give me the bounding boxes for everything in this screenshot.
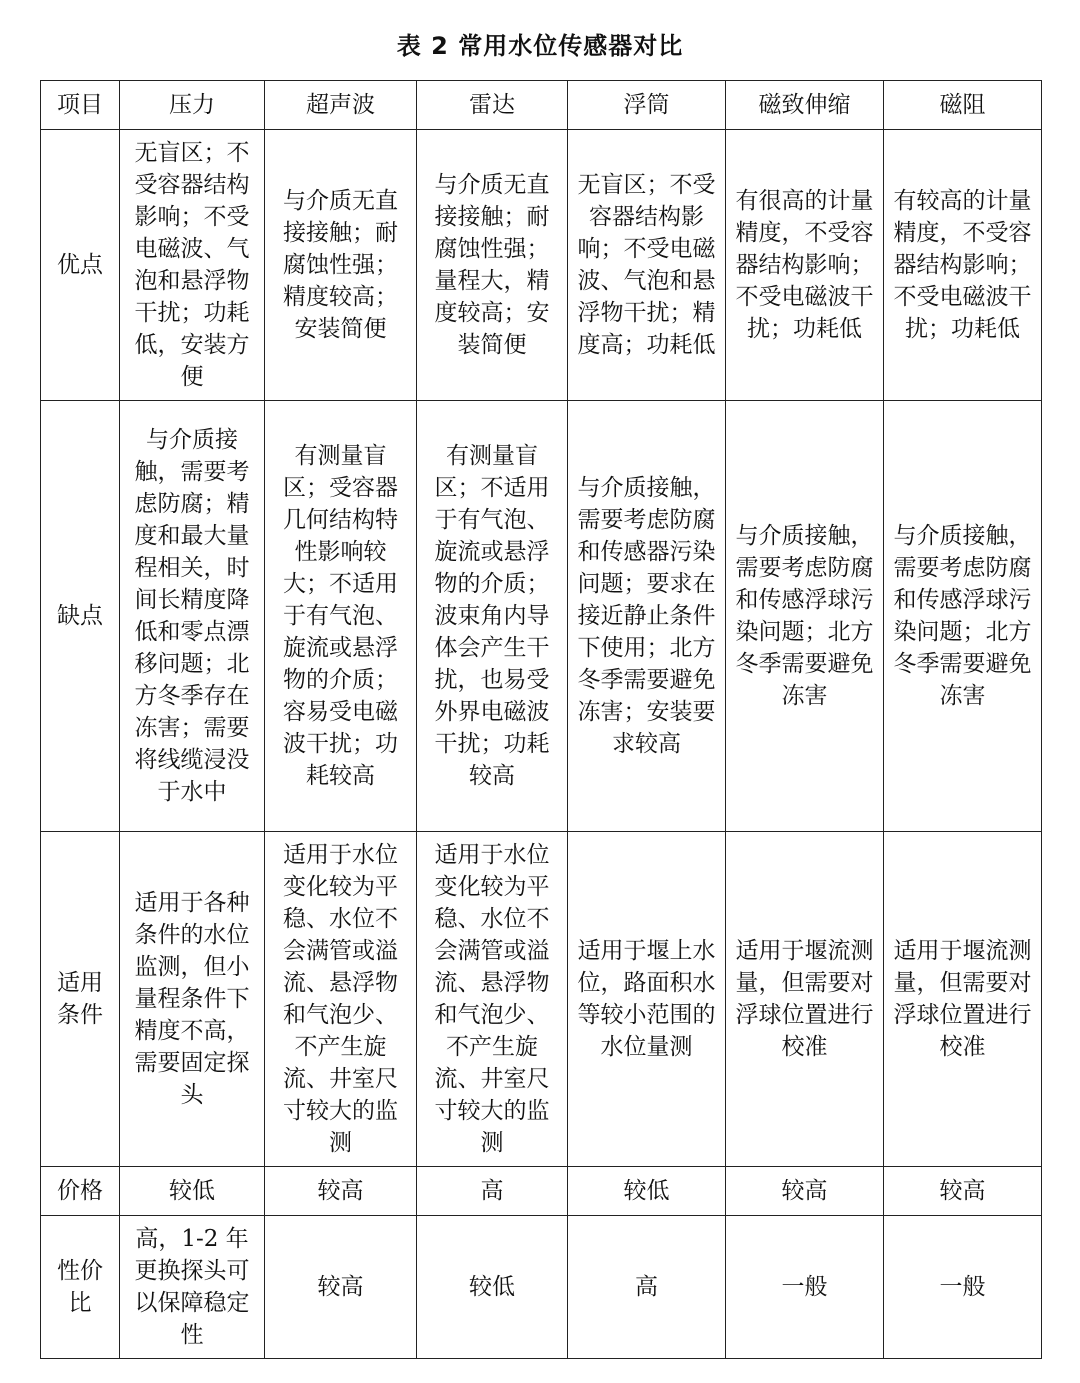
table-cell: 适用于水位变化较为平稳、水位不会满管或溢流、悬浮物和气泡少、不产生旋流、井室尺寸较大的监测 (265, 832, 417, 1167)
column-header-radar: 雷达 (417, 81, 568, 130)
table-row (41, 401, 1042, 832)
table-cell: 有测量盲区；受容器几何结构特性影响较大；不适用于有气泡、旋流或悬浮物的介质；容易受电磁波干扰；功耗较高 (265, 401, 417, 832)
column-header-ultrasonic: 超声波 (265, 81, 417, 130)
table-cell: 适用于堰流测量，但需要对浮球位置进行校准 (726, 832, 884, 1167)
table-cell: 较高 (265, 1216, 417, 1359)
table-cell: 较高 (726, 1167, 884, 1216)
sensor-comparison-table (40, 80, 1042, 1359)
table-cell: 无盲区；不受容器结构影响；不受电磁波、气泡和悬浮物干扰；精度高；功耗低 (568, 130, 726, 401)
table-cell: 高 (568, 1216, 726, 1359)
table-cell: 有较高的计量精度，不受容器结构影响；不受电磁波干扰；功耗低 (884, 130, 1042, 401)
column-header-magnetoresistive: 磁阻 (884, 81, 1042, 130)
header-row (41, 81, 1042, 130)
table-row (41, 1216, 1042, 1359)
table-cell: 一般 (884, 1216, 1042, 1359)
table-row (41, 832, 1042, 1167)
column-header-float: 浮筒 (568, 81, 726, 130)
row-label-advantages: 优点 (41, 130, 120, 401)
table-cell: 适用于堰流测量，但需要对浮球位置进行校准 (884, 832, 1042, 1167)
table-cell: 一般 (726, 1216, 884, 1359)
table-cell: 与介质接触，需要考虑防腐；精度和最大量程相关，时间长精度降低和零点漂移问题；北方冬季存在冻害；需要将线缆浸没于水中 (120, 401, 265, 832)
table-row (41, 1167, 1042, 1216)
row-label-disadvantages: 缺点 (41, 401, 120, 832)
table-cell: 较低 (120, 1167, 265, 1216)
table-cell: 较高 (265, 1167, 417, 1216)
table-cell: 适用于各种条件的水位监测，但小量程条件下精度不高，需要固定探头 (120, 832, 265, 1167)
table-cell: 高 (417, 1167, 568, 1216)
table-cell: 与介质无直接接触；耐腐蚀性强；精度较高；安装简便 (265, 130, 417, 401)
table-title: 表 2 常用水位传感器对比 (396, 32, 684, 60)
column-header-pressure: 压力 (120, 81, 265, 130)
row-label-conditions: 适用条件 (41, 832, 120, 1167)
table-cell: 与介质接触，需要考虑防腐和传感浮球污染问题；北方冬季需要避免冻害 (884, 401, 1042, 832)
column-header-magnetostrictive: 磁致伸缩 (726, 81, 884, 130)
row-label-cost-performance: 性价比 (41, 1216, 120, 1359)
table-cell: 与介质接触，需要考虑防腐和传感浮球污染问题；北方冬季需要避免冻害 (726, 401, 884, 832)
table-cell: 较低 (417, 1216, 568, 1359)
table-cell: 适用于水位变化较为平稳、水位不会满管或溢流、悬浮物和气泡少、不产生旋流、井室尺寸较大的监测 (417, 832, 568, 1167)
table-cell: 较低 (568, 1167, 726, 1216)
table-cell: 有很高的计量精度，不受容器结构影响；不受电磁波干扰；功耗低 (726, 130, 884, 401)
column-header-item: 项目 (41, 81, 120, 130)
table-cell: 无盲区；不受容器结构影响；不受电磁波、气泡和悬浮物干扰；功耗低，安装方便 (120, 130, 265, 401)
row-label-price: 价格 (41, 1167, 120, 1216)
table-cell: 高，1-2 年更换探头可以保障稳定性 (120, 1216, 265, 1359)
table-cell: 与介质接触，需要考虑防腐和传感器污染问题；要求在接近静止条件下使用；北方冬季需要避免冻害；安装要求较高 (568, 401, 726, 832)
table-cell: 有测量盲区；不适用于有气泡、旋流或悬浮物的介质；波束角内导体会产生干扰，也易受外界电磁波干扰；功耗较高 (417, 401, 568, 832)
table-cell: 与介质无直接接触；耐腐蚀性强；量程大，精度较高；安装简便 (417, 130, 568, 401)
table-cell: 适用于堰上水位，路面积水等较小范围的水位量测 (568, 832, 726, 1167)
table-cell: 较高 (884, 1167, 1042, 1216)
table-row (41, 130, 1042, 401)
